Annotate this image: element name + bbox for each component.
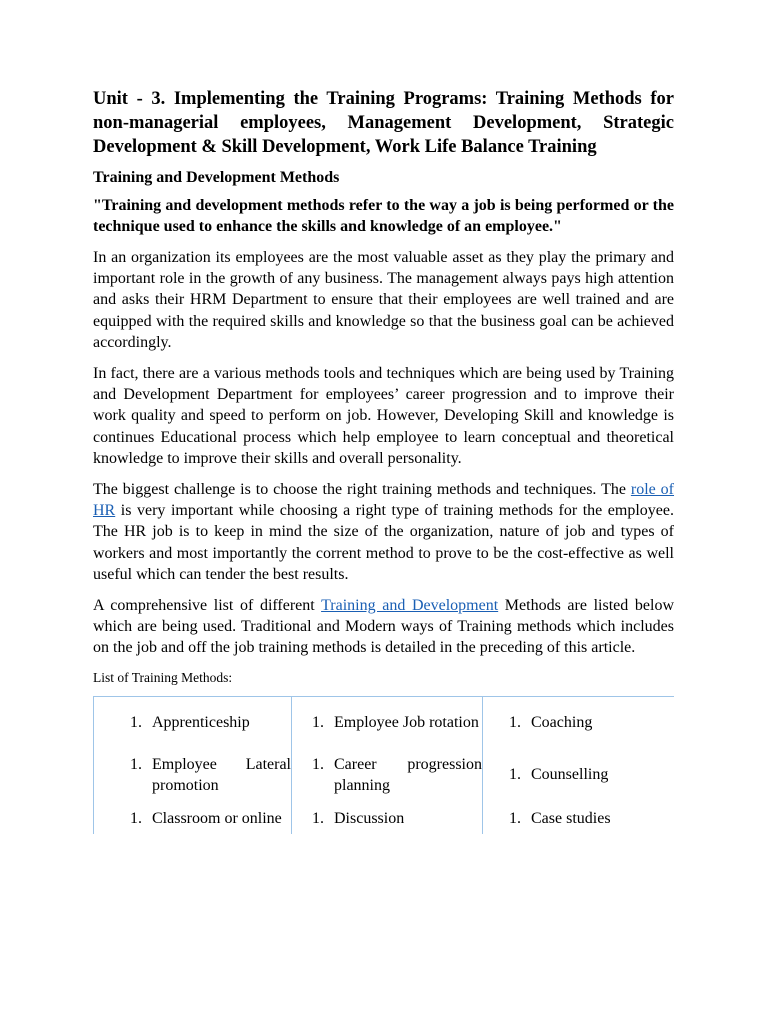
table-cell — [292, 696, 483, 749]
paragraph-4 — [93, 595, 674, 659]
method-name: Classroom or online — [152, 810, 282, 828]
table-cell — [94, 801, 292, 834]
method-name: Coaching — [531, 714, 593, 732]
unit-title: Unit - 3. Implementing the Training Programs: Training Methods for non-managerial employees, Management Development, Strategic Development & Skill Development, Work Life Balance Training — [93, 89, 674, 157]
paragraph-3 — [93, 479, 674, 585]
table-cell — [483, 801, 675, 834]
list-number: 1. — [312, 714, 324, 732]
paragraph-3-text-start: The biggest challenge is to choose the right training methods and techniques. The — [93, 481, 631, 499]
paragraph-4-text-end: Methods are listed below which are being used. Traditional and Modern ways of Training methods which includes on the job and off the job training methods is detailed in the preceding of this article. — [93, 597, 674, 657]
list-number: 1. — [509, 810, 521, 828]
list-number: 1. — [130, 755, 142, 773]
table-cell — [94, 696, 292, 749]
definition-quote: "Training and development methods refer to the way a job is being performed or the technique used to enhance the skills and knowledge of an employee." — [93, 197, 674, 235]
list-number: 1. — [312, 810, 324, 828]
training-and-development-link[interactable]: Training and Development — [321, 597, 499, 615]
paragraph-3-text-end: is very important while choosing a right type of training methods for the employee. The HR job is to keep in mind the size of the organization, nature of job and types of workers and most importantly the corrent method to prove to be the cost-effective as well useful which can tender the best results. — [93, 502, 674, 583]
document-page — [93, 87, 674, 834]
list-number: 1. — [312, 755, 324, 773]
table-row — [94, 801, 675, 834]
list-number: 1. — [130, 810, 142, 828]
paragraph-4-text-start: A comprehensive list of different — [93, 597, 322, 615]
paragraph-2: In fact, there are a various methods tools and techniques which are being used by Training and Development Department for employees’ career progression and to improve their work quality and speed to perform on job. However, Developing Skill and knowledge is continues Educational process which help employee to learn conceptual and theoretical knowledge to improve their skills and overall personality. — [93, 365, 674, 467]
method-name: Career progression planning — [334, 755, 482, 794]
table-cell — [292, 801, 483, 834]
table-cell — [483, 696, 675, 749]
list-number: 1. — [130, 714, 142, 732]
method-name: Discussion — [334, 810, 405, 828]
method-name: Apprenticeship — [152, 714, 250, 732]
table-row — [94, 696, 675, 749]
section-heading: Training and Development Methods — [93, 169, 340, 186]
table-cell — [483, 749, 675, 801]
table-cell — [292, 749, 483, 801]
training-methods-table — [93, 696, 674, 834]
method-name: Case studies — [531, 810, 611, 828]
method-name: Counselling — [531, 766, 609, 784]
table-row — [94, 749, 675, 801]
list-caption: List of Training Methods: — [93, 669, 233, 685]
list-number: 1. — [509, 766, 521, 784]
role-of-hr-link[interactable]: role of HR — [93, 481, 675, 520]
table-cell — [94, 749, 292, 801]
paragraph-1: In an organization its employees are the most valuable asset as they play the primary and important role in the growth of any business. The management always pays high attention and asks their HRM Department to ensure that their employees are well trained and are equipped with the required skills and knowledge so that the business goal can be achieved accordingly. — [93, 249, 674, 351]
method-name: Employee Lateral promotion — [152, 755, 291, 794]
method-name: Employee Job rotation — [334, 714, 479, 732]
list-number: 1. — [509, 714, 521, 732]
